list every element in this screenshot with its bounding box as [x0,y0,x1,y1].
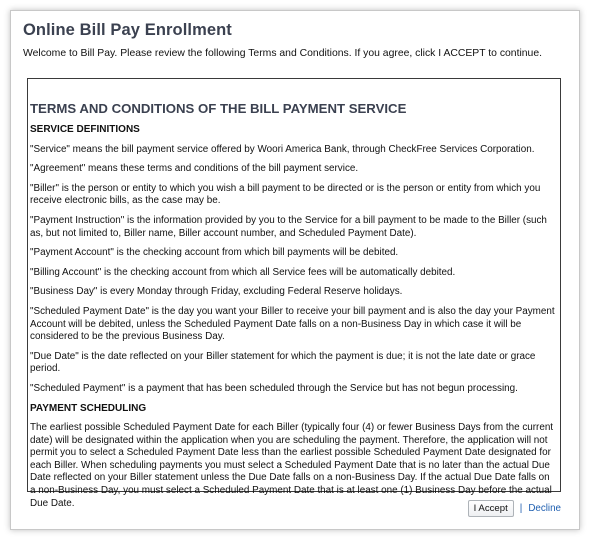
terms-heading: TERMS AND CONDITIONS OF THE BILL PAYMENT SERVICE [30,101,407,116]
definition-paragraph: "Payment Account" is the checking account from which bill payments will be debited. [30,247,399,259]
definition-paragraph: "Payment Instruction" is the information provided by you to the Service for a bill payment to be made to the Biller (such as, but not limited to, Biller name, Biller account number, and Scheduled Payment Date). [30,214,547,239]
scheduling-paragraph: The earliest possible Scheduled Payment Date for each Biller (typically four (4) or fewer Business Days from the current date) will be designated within the application when you are scheduling the payment. Therefore, the application will not permit you to select a Scheduled Payment Date less than the earliest possible Scheduled Payment Date designated for each Biller. When scheduling payments you must select a Scheduled Payment Date that is no later than the actual Due Date reflected on your Biller statement unless the Due Date falls on a non-Business Day. If the actual Due Date falls on a non-Business Day, you must select a Scheduled Payment Date that is at least one (1) Business Day before the actual Due Date. [30,422,554,509]
definition-paragraph: "Due Date" is the date reflected on your Biller statement for which the payment is due; it is not the late date or grace period. [30,350,536,375]
page-title: Online Bill Pay Enrollment [23,21,232,39]
dialog-footer [468,500,561,517]
section-heading-definitions: SERVICE DEFINITIONS [30,124,140,135]
definition-paragraph: "Agreement" means these terms and conditions of the bill payment service. [30,163,359,175]
definition-paragraph: "Billing Account" is the checking account from which all Service fees will be automatically debited. [30,266,456,278]
definition-paragraph: "Business Day" is every Monday through Friday, excluding Federal Reserve holidays. [30,286,403,298]
section-heading-scheduling: PAYMENT SCHEDULING [30,402,147,414]
decline-link[interactable]: Decline [528,503,561,514]
intro-text: Welcome to Bill Pay. Please review the following Terms and Conditions. If you agree, click I ACCEPT to continue. [23,48,543,59]
footer-separator: | [519,503,523,514]
accept-button[interactable]: I Accept [468,500,514,517]
definition-paragraph: "Scheduled Payment" is a payment that has been scheduled through the Service but has not begun processing. [30,382,518,394]
definition-paragraph: "Service" means the bill payment service offered by Woori America Bank, through CheckFree Services Corporation. [30,143,535,155]
definition-paragraph: "Biller" is the person or entity to which you wish a bill payment to be directed or is the person or entity from which you receive electronic bills, as the case may be. [30,182,541,207]
enrollment-dialog [10,10,580,530]
definition-paragraph: "Scheduled Payment Date" is the day you want your Biller to receive your bill payment and is also the day your Payment Account will be debited, unless the Scheduled Payment Date falls on a non-Business Day in which case it will be considered to be the previous Business Day. [30,305,555,343]
